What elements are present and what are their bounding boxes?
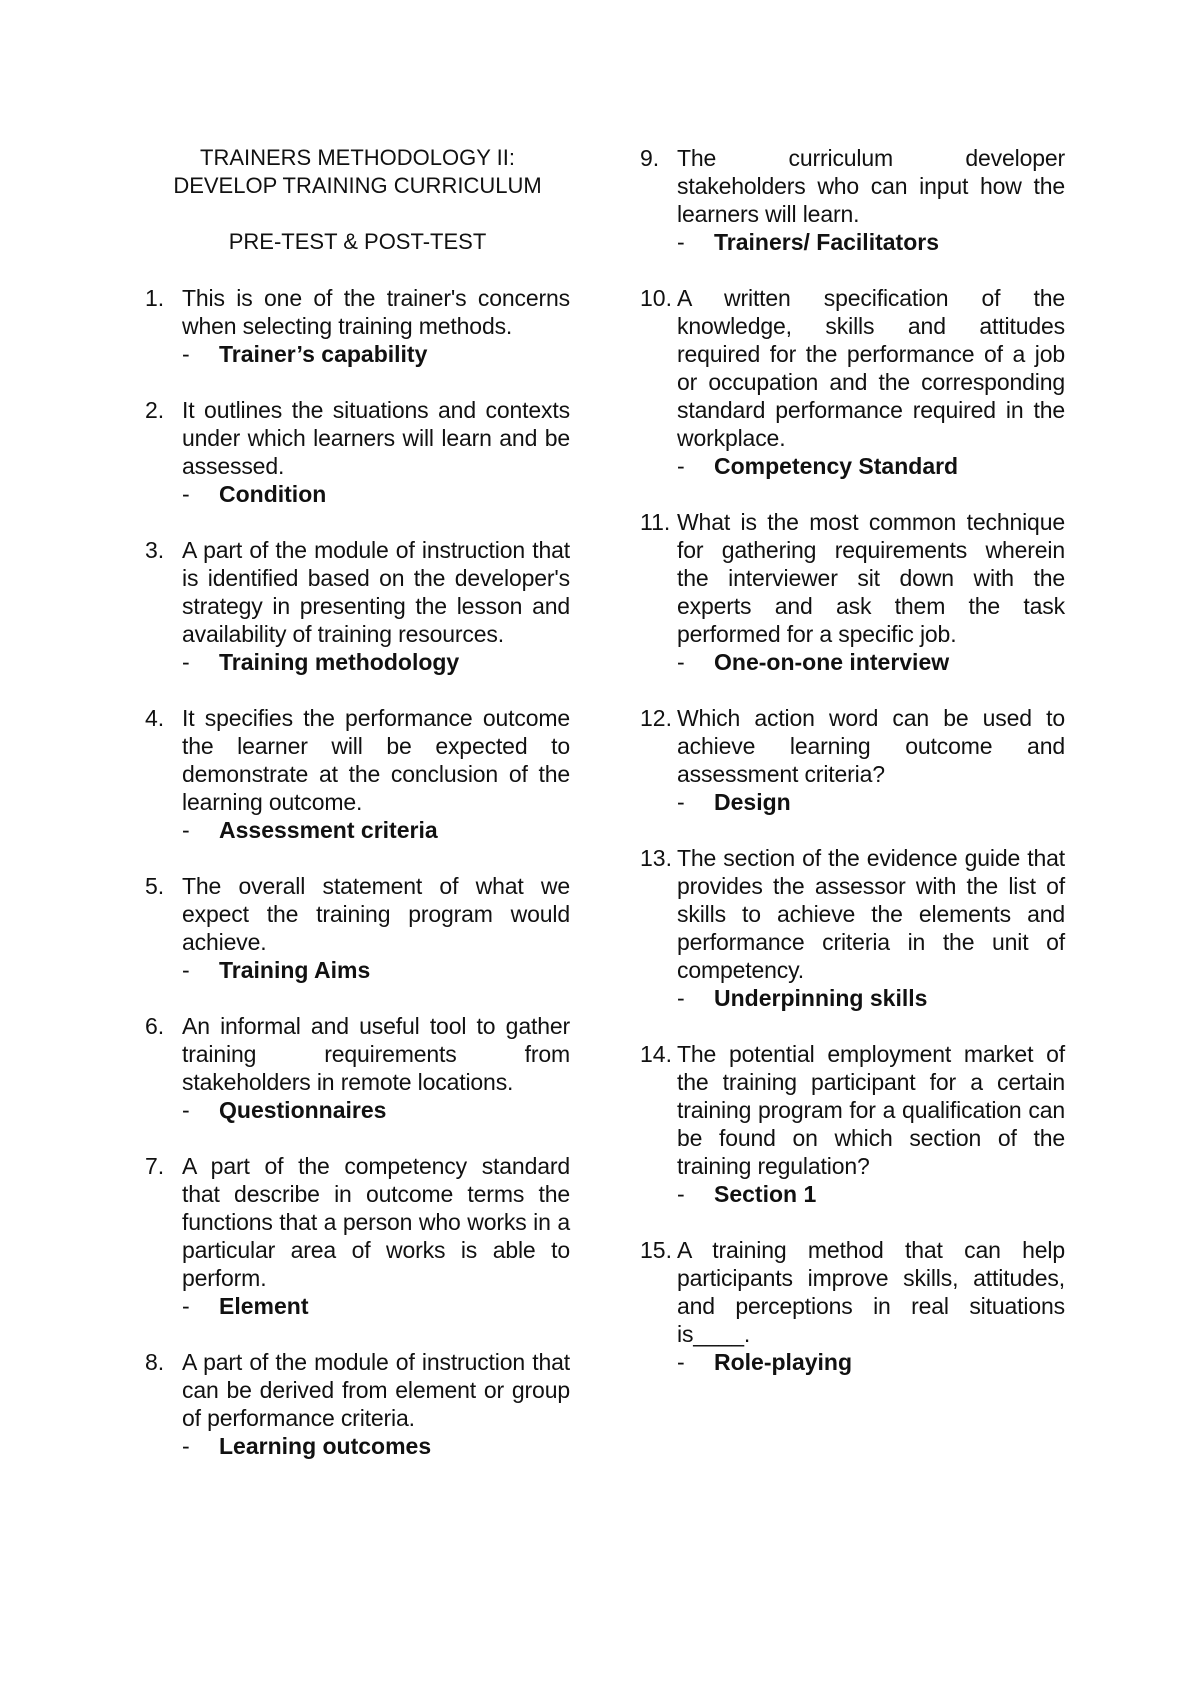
answer-dash: -: [677, 649, 685, 675]
question-text: The section of the evidence guide that provides the assessor with the list of skills to achieve the elements and performance criteria in the unit of competency.: [677, 845, 1065, 983]
answer-text: Questionnaires: [219, 1097, 387, 1123]
question-text: It specifies the performance outcome the learner will be expected to demonstrate at the conclusion of the learning outcome.: [182, 705, 570, 815]
answer-dash: -: [182, 341, 190, 367]
answer: [677, 452, 1065, 480]
question-text: The potential employment market of the training participant for a certain training program for a qualification can be found on which section of the training regulation?: [677, 1041, 1065, 1179]
question-item: [145, 704, 570, 844]
question-item: [145, 872, 570, 984]
answer: [182, 648, 570, 676]
question-item: [640, 1040, 1065, 1208]
question-item: [640, 844, 1065, 1012]
document-title-line-1: TRAINERS METHODOLOGY II:: [200, 145, 515, 170]
answer: [677, 984, 1065, 1012]
answer-text: Trainers/ Facilitators: [714, 229, 939, 255]
answer: [182, 1292, 570, 1320]
question-item: [145, 536, 570, 676]
answer-text: Training methodology: [219, 649, 460, 675]
question-item: [145, 1348, 570, 1460]
question-item: [640, 508, 1065, 676]
question-item: [640, 704, 1065, 816]
answer-dash: -: [182, 817, 190, 843]
answer-text: Learning outcomes: [219, 1433, 432, 1459]
question-number: 3.: [145, 537, 165, 563]
answer-text: Condition: [219, 481, 327, 507]
answer-dash: -: [182, 1433, 190, 1459]
question-text: The overall statement of what we expect the training program would achieve.: [182, 873, 570, 955]
answer-dash: -: [182, 649, 190, 675]
question-item: [145, 1152, 570, 1320]
question-item: [640, 144, 1065, 256]
answer: [677, 228, 1065, 256]
document-title-line-2: DEVELOP TRAINING CURRICULUM: [173, 173, 542, 198]
answer-dash: -: [182, 1097, 190, 1123]
question-item: [640, 1236, 1065, 1376]
answer-dash: -: [182, 957, 190, 983]
question-item: [145, 396, 570, 508]
answer: [677, 1180, 1065, 1208]
question-number: 12.: [640, 705, 672, 731]
answer-dash: -: [182, 1293, 190, 1319]
question-number: 10.: [640, 285, 672, 311]
answer: [677, 788, 1065, 816]
question-text: It outlines the situations and contexts under which learners will learn and be assessed.: [182, 397, 570, 479]
question-number: 1.: [145, 285, 165, 311]
question-text: A part of the module of instruction that can be derived from element or group of performance criteria.: [182, 1349, 570, 1431]
answer-dash: -: [677, 1349, 685, 1375]
answer-text: Design: [714, 789, 791, 815]
answer: [182, 1096, 570, 1124]
answer-text: Element: [219, 1293, 309, 1319]
question-item: [640, 284, 1065, 480]
answer: [182, 1432, 570, 1460]
answer-text: Underpinning skills: [714, 985, 928, 1011]
question-text: A written specification of the knowledge, skills and attitudes required for the performance of a job or occupation and the corresponding standard performance required in the workplace.: [677, 285, 1065, 451]
question-text: A part of the competency standard that describe in outcome terms the functions that a person who works in a particular area of works is able to perform.: [182, 1153, 570, 1291]
answer-text: Trainer’s capability: [219, 341, 428, 367]
question-text: The curriculum developer stakeholders who can input how the learners will learn.: [677, 145, 1065, 227]
answer-dash: -: [182, 481, 190, 507]
question-number: 4.: [145, 705, 165, 731]
title-block: [145, 144, 570, 200]
left-column: [145, 144, 570, 1488]
answer: [182, 956, 570, 984]
answer-dash: -: [677, 453, 685, 479]
question-text: This is one of the trainer's concerns when selecting training methods.: [182, 285, 570, 339]
question-number: 9.: [640, 145, 660, 171]
question-number: 2.: [145, 397, 165, 423]
answer-text: Training Aims: [219, 957, 371, 983]
answer: [182, 340, 570, 368]
document-subtitle: PRE-TEST & POST-TEST: [228, 229, 487, 254]
answer-dash: -: [677, 985, 685, 1011]
question-text: A part of the module of instruction that is identified based on the developer's strategy in presenting the lesson and availability of training resources.: [182, 537, 570, 647]
question-text: Which action word can be used to achieve learning outcome and assessment criteria?: [677, 705, 1065, 787]
answer-text: Competency Standard: [714, 453, 959, 479]
answer-text: One-on-one interview: [714, 649, 950, 675]
answer-dash: -: [677, 1181, 685, 1207]
question-text: What is the most common technique for gathering requirements wherein the interviewer sit down with the experts and ask them the task performed for a specific job.: [677, 509, 1065, 647]
answer-dash: -: [677, 229, 685, 255]
question-number: 7.: [145, 1153, 165, 1179]
right-column: [640, 144, 1065, 1404]
answer-text: Role-playing: [714, 1349, 853, 1375]
question-item: [145, 1012, 570, 1124]
question-number: 8.: [145, 1349, 165, 1375]
answer-dash: -: [677, 789, 685, 815]
question-number: 13.: [640, 845, 672, 871]
answer-text: Assessment criteria: [219, 817, 438, 843]
question-number: 11.: [640, 509, 671, 535]
question-number: 6.: [145, 1013, 165, 1039]
answer: [182, 816, 570, 844]
question-text: A training method that can help participants improve skills, attitudes, and perceptions in real situations is____.: [677, 1237, 1065, 1347]
question-number: 14.: [640, 1041, 672, 1067]
answer-text: Section 1: [714, 1181, 817, 1207]
question-text: An informal and useful tool to gather training requirements from stakeholders in remote locations.: [182, 1013, 570, 1095]
question-number: 15.: [640, 1237, 672, 1263]
answer: [182, 480, 570, 508]
question-item: [145, 284, 570, 368]
answer: [677, 1348, 1065, 1376]
answer: [677, 648, 1065, 676]
question-number: 5.: [145, 873, 165, 899]
